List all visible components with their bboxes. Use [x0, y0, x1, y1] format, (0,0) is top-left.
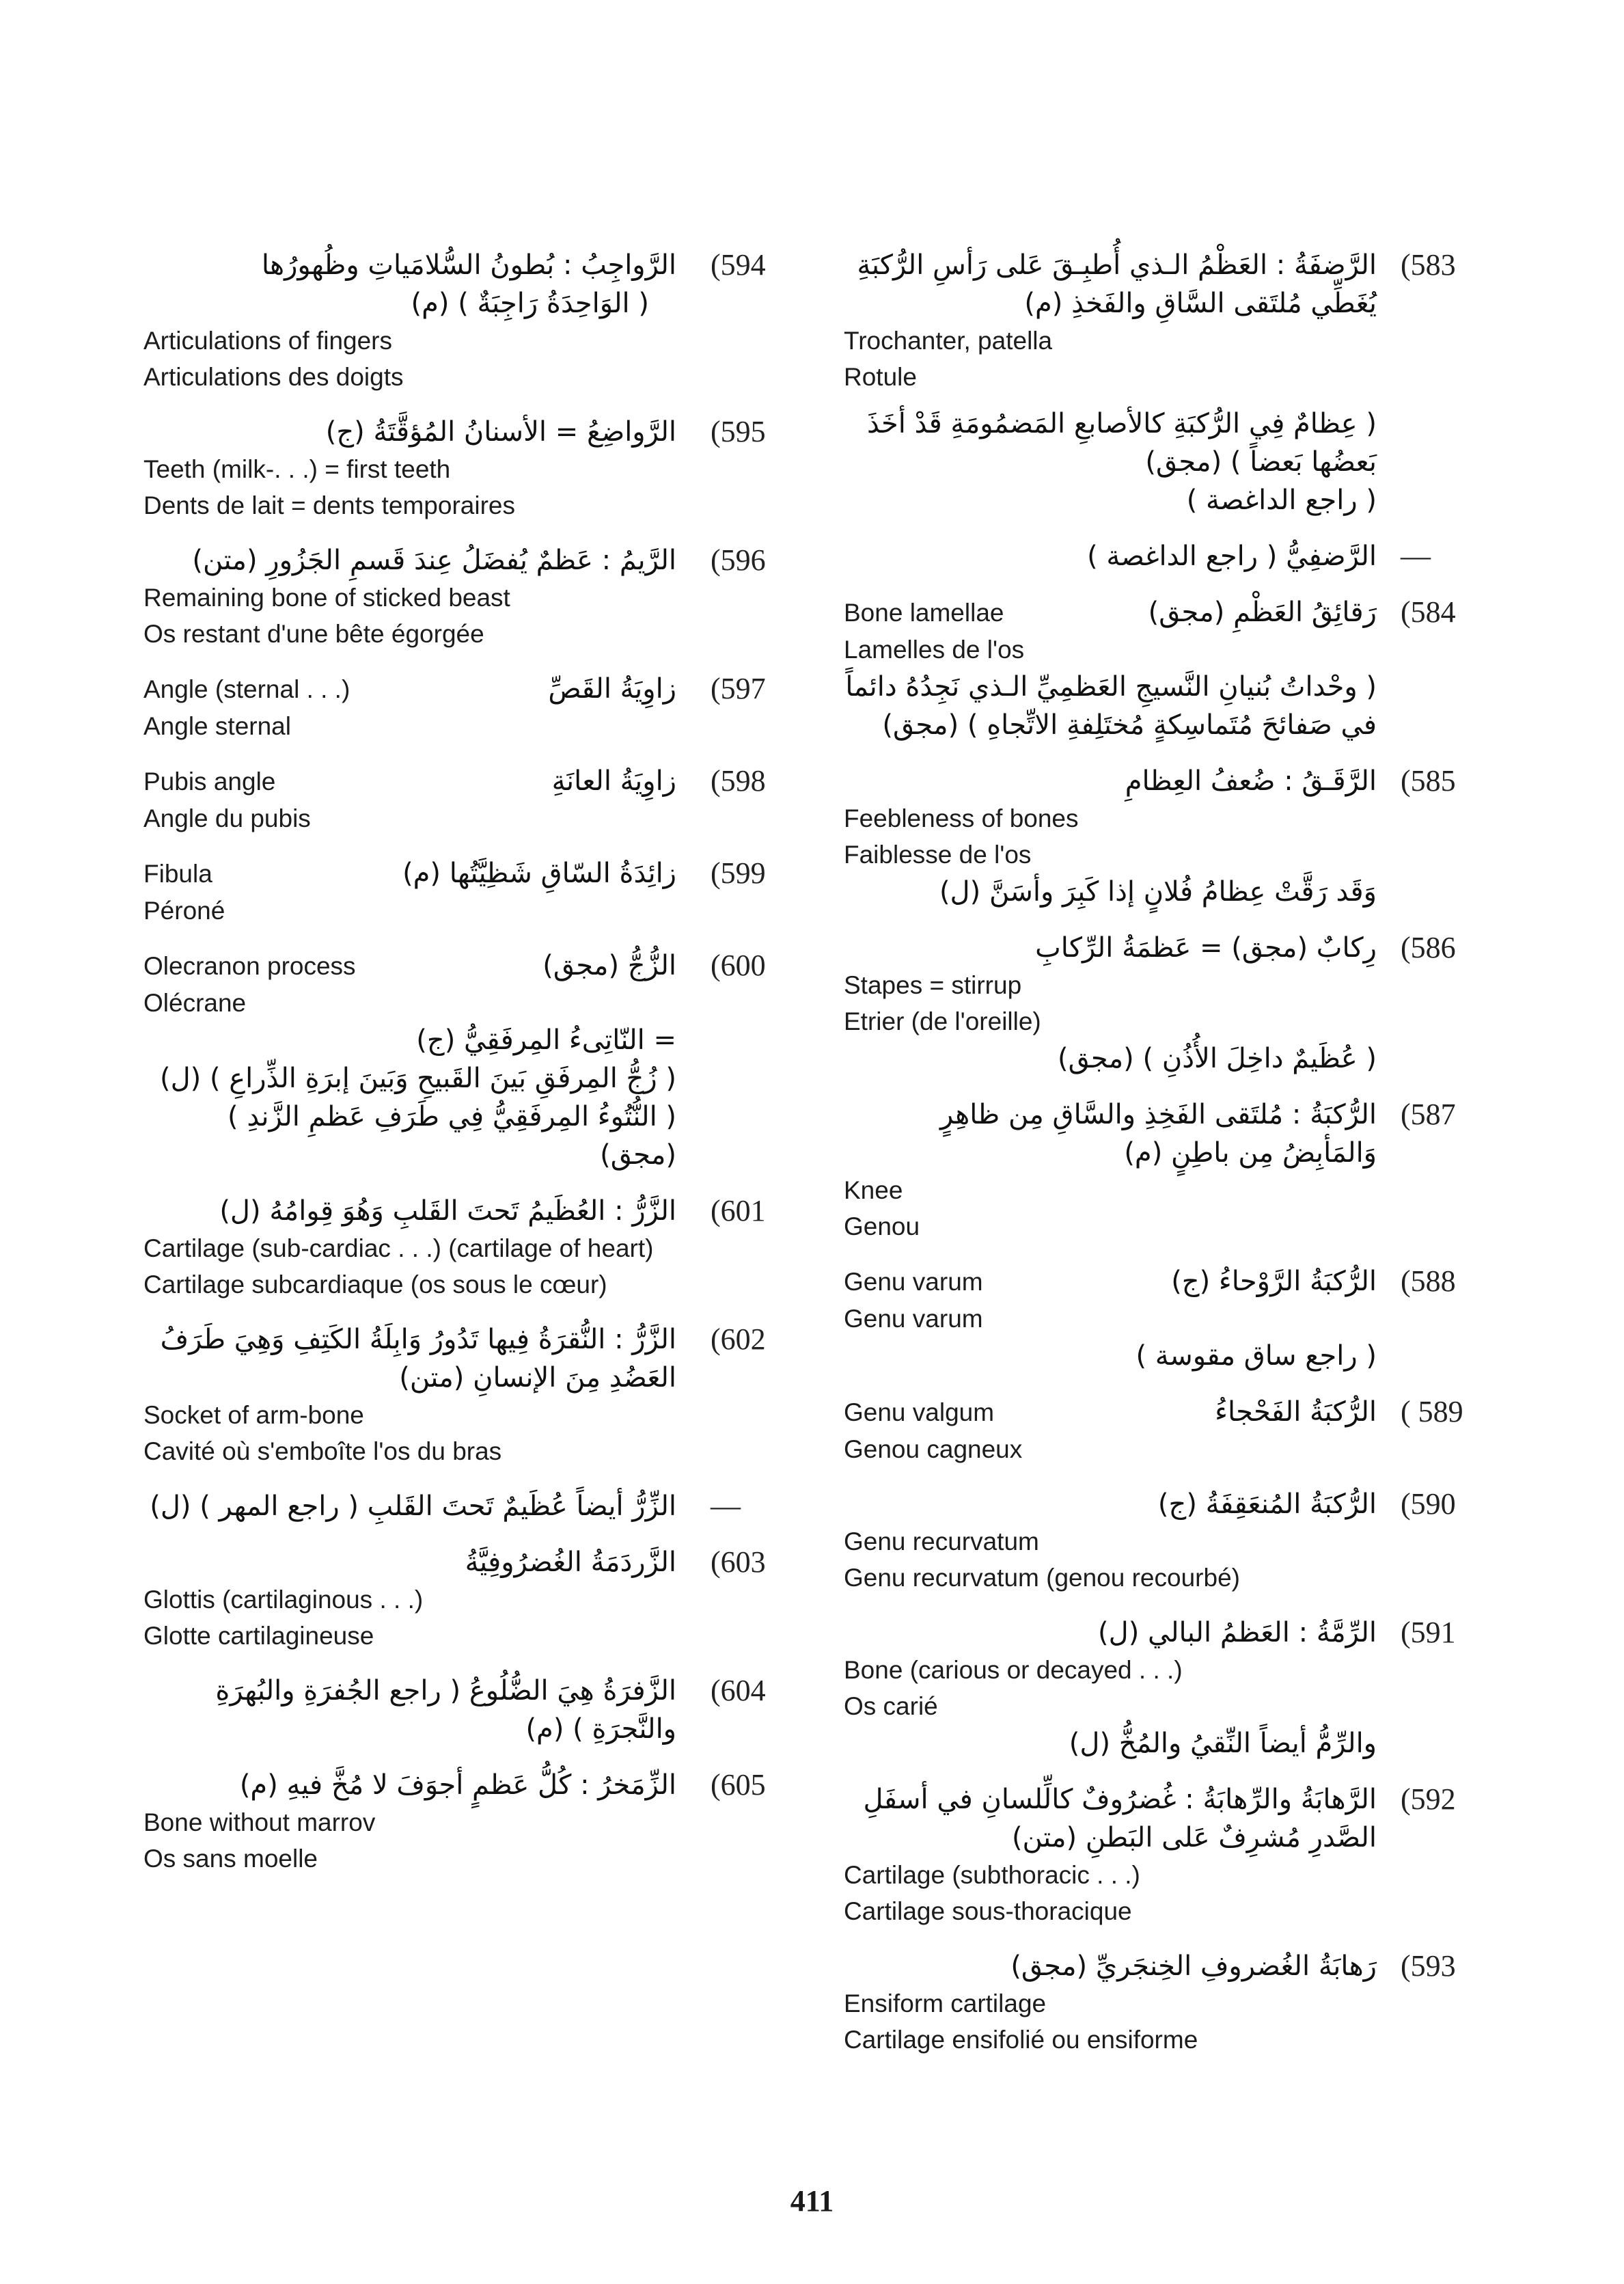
french-term: Genou cagneux — [844, 1435, 1023, 1463]
arabic-term: زائِدَةُ السّاقِ شَظِيَّتُها (م) — [402, 858, 676, 889]
entry-587 — [844, 1096, 1527, 1245]
entry-number: — — [1401, 539, 1431, 573]
entry-number: (605 — [711, 1768, 766, 1802]
french-term: Os sans moelle — [143, 1845, 318, 1873]
entry-597 — [143, 670, 827, 744]
french-term: Faiblesse de l'os — [844, 841, 1032, 869]
english-term: Socket of arm-bone — [143, 1401, 364, 1429]
left-column — [844, 246, 1527, 2076]
entry-number: — — [711, 1489, 741, 1523]
arabic-term: الزُّجُّ (مجق) — [542, 950, 676, 981]
english-term: Fibula — [143, 860, 212, 888]
entry-number: (599 — [711, 856, 766, 890]
arabic-term: الرُّكبَةُ : مُلتَقى الفَخِذِ والسَّاقِ مِن ظاهِرٍ وَالمَأبِضُ مِن باطِنٍ (م) — [940, 1099, 1377, 1169]
arabic-term: الرِّمَّةُ : العَظمُ البالي (ل) — [1098, 1617, 1377, 1648]
arabic-term: الرَّهابَةُ والرِّهابَةُ : غُضرُوفٌ كالِّلسانِ في أسفَلِ الصَّدرِ مُشرِفٌ عَلى البَطنِ (متن) — [863, 1784, 1377, 1853]
arabic-term: الرَّضفَةُ : العَظْمُ الـذي أُطبِـقَ عَلى رَأسِ الرُّكبَةِ يُغَطِّي مُلتَقى السَّاقِ والفَخذِ (م) — [857, 249, 1377, 319]
french-term: Articulations des doigts — [143, 363, 404, 391]
entry-number: (587 — [1401, 1098, 1456, 1131]
english-term: Genu recurvatum — [844, 1527, 1039, 1555]
entry-603 — [143, 1543, 827, 1654]
english-term: Olecranon process — [143, 952, 356, 980]
arabic-term: الرَّقَـقُ : ضُعفُ العِظامِ — [1125, 765, 1377, 797]
french-term: Genu varum — [844, 1305, 983, 1333]
english-term: Bone without marrov — [143, 1808, 376, 1836]
arabic-term: الرَّضفِيُّ ( راجع الداغصة ) — [1087, 541, 1377, 572]
french-term: Cavité où s'emboîte l'os du bras — [143, 1437, 502, 1465]
entry-596 — [143, 541, 827, 652]
arabic-term: الزِّمَخرُ : كُلُّ عَظمٍ أجوَفَ لا مُخَّ فيهِ (م) — [239, 1769, 676, 1801]
arabic-term: الرُّكبَةُ الرَّوْحاءُ (ج) — [1171, 1266, 1377, 1297]
entry-584 — [844, 593, 1527, 744]
english-term: Genu valgum — [844, 1398, 995, 1426]
english-term: Cartilage (sub-cardiac . . .) (cartilage of heart) — [143, 1234, 654, 1262]
french-term: Lamelles de l'os — [844, 636, 1025, 664]
entry-number: (602 — [711, 1322, 766, 1356]
english-term: Glottis (cartilaginous . . .) — [143, 1586, 424, 1614]
french-term: Os carié — [844, 1692, 938, 1720]
entry-600 — [143, 947, 827, 1174]
arabic-note: ( عُظَيمٌ داخِلَ الأُذُنِ ) (مجق) — [1057, 1043, 1377, 1074]
english-term: Bone (carious or decayed . . .) — [844, 1656, 1183, 1684]
arabic-note: ( زُجُّ المِرفَقِ بَينَ القَبيحِ وَبَينَ إبرَةِ الذِّراعِ ) (ل) — [159, 1063, 676, 1094]
french-term: Genu recurvatum (genou recourbé) — [844, 1564, 1240, 1592]
arabic-note: ( راجع ساق مقوسة ) — [1136, 1340, 1377, 1372]
french-term: Cartilage ensifolié ou ensiforme — [844, 2026, 1198, 2054]
english-term: Feebleness of bones — [844, 804, 1079, 832]
entry-591 — [844, 1614, 1527, 1763]
french-term: Angle sternal — [143, 712, 291, 740]
entry-number: (604 — [711, 1674, 766, 1707]
english-term: Pubis angle — [143, 767, 276, 796]
entry-number: (592 — [1401, 1782, 1456, 1816]
arabic-term: رَهابَةُ الغُضروفِ الخِنجَريِّ (مجق) — [1010, 1950, 1377, 1982]
french-term: Glotte cartilagineuse — [143, 1622, 374, 1650]
entry-number: ( 589 — [1401, 1395, 1463, 1428]
entry-598 — [143, 762, 827, 837]
entry-583-see-also — [844, 537, 1527, 575]
french-term: Os restant d'une bête égorgée — [143, 620, 484, 648]
french-term: Péroné — [143, 897, 225, 925]
arabic-term: زاوِيَةُ القَصِّ — [548, 673, 676, 705]
french-term: Olécrane — [143, 989, 247, 1017]
entry-number: (588 — [1401, 1264, 1456, 1298]
french-term: Dents de lait = dents temporaires — [143, 491, 515, 519]
arabic-term: زاوِيَةُ العانَةِ — [551, 765, 676, 797]
arabic-term: الرُّكبَةُ المُنعَقِفَةُ (ج) — [1157, 1488, 1377, 1520]
entry-599 — [143, 854, 827, 929]
entry-number: (585 — [1401, 764, 1456, 798]
english-term: Angle (sternal . . .) — [143, 675, 350, 703]
entry-594 — [143, 246, 827, 395]
entry-number: (601 — [711, 1194, 766, 1227]
french-term: Genou — [844, 1212, 920, 1240]
entry-583 — [844, 246, 1527, 519]
entry-602 — [143, 1320, 827, 1469]
french-term: Etrier (de l'oreille) — [844, 1007, 1041, 1035]
english-term: Ensiform cartilage — [844, 1989, 1047, 2017]
arabic-term: الزَّرُّ : العُظَيمُ تَحتَ القَلبِ وَهُوَ قِوامُهُ (ل) — [219, 1195, 676, 1227]
english-term: Bone lamellae — [844, 599, 1004, 627]
english-term: Articulations of fingers — [143, 327, 393, 355]
arabic-term: الزَّردَمَةُ الغُضرُوفِيَّةُ — [465, 1547, 676, 1578]
entry-588 — [844, 1262, 1527, 1375]
arabic-term: رِكابٌ (مجق) = عَظمَةُ الرِّكابِ — [1035, 932, 1377, 964]
arabic-note: ( وحْداتُ بُنيانِ النَّسيجِ العَظمِيِّ الـذي نَجِدُهُ دائماً في صَفائحَ مُتَماسِكةٍ مُختَلِفةِ الاتِّجاهِ ) (مجق) — [845, 671, 1377, 741]
arabic-term: الرَّواضِعُ = الأسنانُ المُؤقَّتَةُ (ج) — [325, 416, 676, 448]
entry-590 — [844, 1485, 1527, 1596]
arabic-term: الرُّكبَةُ الفَحْجاءُ — [1215, 1396, 1377, 1428]
english-term: Remaining bone of sticked beast — [143, 584, 510, 612]
arabic-term: الزَّفرَةُ هِيَ الضُّلُوعُ ( راجع الجُفرَةِ والبُهرَةِ والنَّجرَةِ ) (م) — [215, 1675, 676, 1745]
entry-595 — [143, 413, 827, 524]
arabic-term: الرَّواجِبُ : بُطونُ السُّلامَياتِ وظُهورُها — [261, 249, 676, 281]
english-term: Cartilage (subthoracic . . .) — [844, 1861, 1140, 1889]
entry-585 — [844, 762, 1527, 911]
french-term: Cartilage sous-thoracique — [844, 1897, 1132, 1925]
english-term: Genu varum — [844, 1268, 983, 1296]
arabic-note: وَقَد رَقَّتْ عِظامُ فُلانٍ إذا كَبِرَ وأسَنَّ (ل) — [939, 876, 1377, 908]
english-term: Stapes = stirrup — [844, 971, 1022, 999]
english-term: Knee — [844, 1176, 903, 1204]
arabic-note: ( النُّتُوءُ المِرفَقِيُّ فِي طَرَفِ عَظمِ الزَّندِ ) (مجق) — [228, 1101, 676, 1171]
entry-number: (586 — [1401, 931, 1456, 964]
entry-592 — [844, 1780, 1527, 1929]
arabic-term: ( الوَاحِدَةُ رَاجِبَةٌ ) (م) — [411, 288, 649, 319]
arabic-note: ( عِظامٌ فِي الرُّكبَةِ كالأصابعِ المَضمُومَةِ قَدْ أخَذَ بَعضُها بَعضاً ) (مجق) — [867, 408, 1377, 478]
french-term: Angle du pubis — [143, 804, 311, 832]
entry-604 — [143, 1672, 827, 1748]
entry-number: (591 — [1401, 1616, 1456, 1649]
arabic-term: الزَّرُّ : النُّقرَةُ فِيها تَدُورُ وَابِلَةُ الكَتِفِ وَهِيَ طَرَفُ العَضُدِ مِنَ الإنسانِ (متن) — [160, 1324, 676, 1393]
entry-number: (593 — [1401, 1949, 1456, 1983]
entry-number: (583 — [1401, 248, 1456, 282]
arabic-note: = النّاتِىءُ المِرفَقِيُّ (ج) — [416, 1024, 676, 1056]
entry-586 — [844, 929, 1527, 1078]
entry-601 — [143, 1192, 827, 1303]
entry-605 — [143, 1766, 827, 1877]
entry-593 — [844, 1947, 1527, 2058]
entry-number: (590 — [1401, 1487, 1456, 1521]
arabic-term: رَقائِقُ العَظْمِ (مجق) — [1148, 597, 1377, 628]
arabic-note: والرِّمُّ أيضاً النِّقيُ والمُخُّ (ل) — [1069, 1728, 1377, 1759]
entry-number: (598 — [711, 764, 766, 798]
entry-number: (584 — [1401, 595, 1456, 629]
right-column — [143, 246, 827, 1894]
arabic-term: الرَّيمُ : عَظمٌ يُفضَلُ عِندَ قَسمِ الجَزُورِ (متن) — [192, 545, 676, 576]
arabic-term: الزِّرُّ أيضاً عُظَيمٌ تَحتَ القَلبِ ( راجع المهر ) (ل) — [150, 1491, 676, 1522]
english-term: Trochanter, patella — [844, 327, 1053, 355]
entry-number: (597 — [711, 672, 766, 705]
entry-602-see-also — [143, 1487, 827, 1525]
entry-589 — [844, 1393, 1527, 1467]
entry-number: (600 — [711, 949, 766, 982]
entry-number: (595 — [711, 415, 766, 448]
entry-number: (603 — [711, 1545, 766, 1579]
entry-number: (594 — [711, 248, 766, 282]
french-term: Rotule — [844, 363, 917, 391]
french-term: Cartilage subcardiaque (os sous le cœur) — [143, 1270, 607, 1299]
arabic-note: ( راجع الداغصة ) — [1186, 485, 1377, 516]
page-number: 411 — [790, 2184, 834, 2218]
english-term: Teeth (milk-. . .) = first teeth — [143, 455, 451, 483]
entry-number: (596 — [711, 543, 766, 577]
